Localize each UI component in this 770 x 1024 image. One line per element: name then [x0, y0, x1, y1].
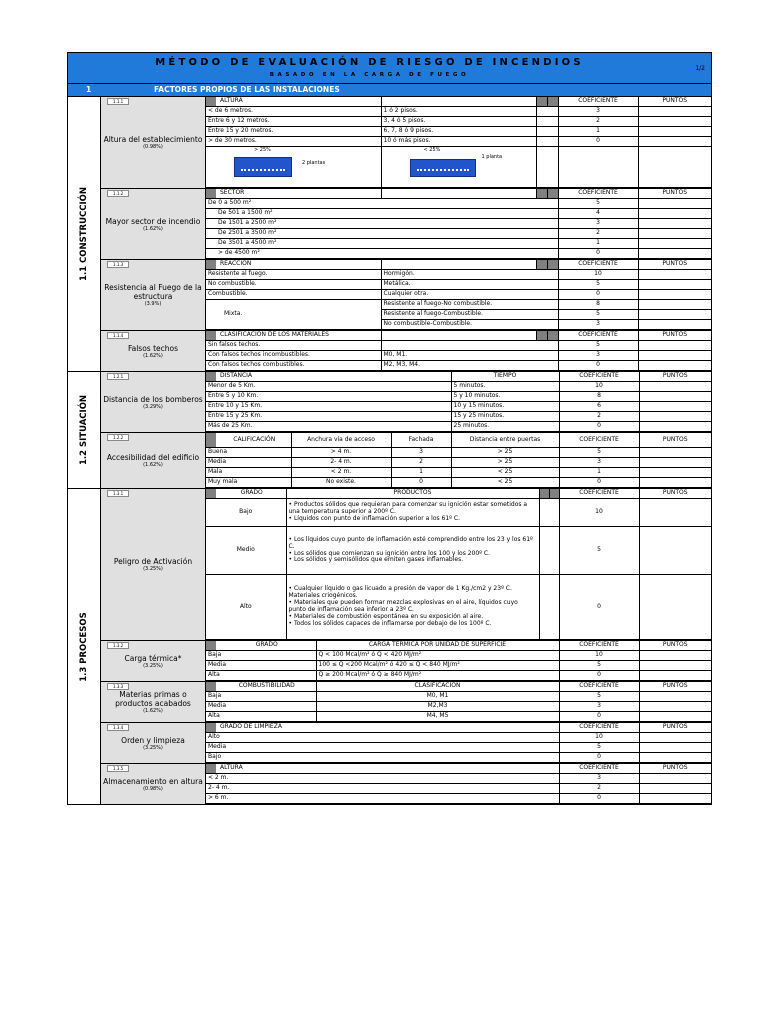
- coef-header: COEFICIENTE: [559, 764, 639, 774]
- option-label: De 501 a 1500 m²: [206, 209, 558, 219]
- option-detail: Cualquier otra.: [381, 290, 558, 300]
- section-number: 1: [86, 85, 92, 94]
- option-label: > 6 m.: [206, 794, 559, 804]
- coef-value: 5: [558, 310, 638, 320]
- option-label: Muy mala: [206, 478, 291, 488]
- points-cell[interactable]: [639, 774, 711, 784]
- category-construccion: [67, 97, 712, 372]
- points-cell[interactable]: [638, 249, 711, 259]
- factor-block-distancia: [101, 372, 711, 433]
- column-header: GRADO DE LIMPIEZA: [206, 723, 559, 733]
- points-cell[interactable]: [638, 300, 711, 310]
- factor-block-reaccion: [101, 260, 711, 331]
- points-cell[interactable]: [639, 499, 711, 527]
- option-label: De 0 a 500 m²: [206, 199, 558, 209]
- factor-block-orden: [101, 723, 711, 764]
- building-illustration-2: > 25% 2 plantas: [206, 147, 381, 188]
- option-detail: No existe.: [291, 478, 391, 488]
- factor-block-sector: [101, 189, 711, 260]
- option-label: Mala: [206, 468, 291, 478]
- factor-table: [206, 682, 711, 722]
- factor-name: Falsos techos: [127, 343, 179, 353]
- option-detail: Metálica.: [381, 280, 558, 290]
- factor-weight: (0.98%): [143, 144, 163, 150]
- points-header: PUNTOS: [638, 97, 711, 107]
- option-label: De 1501 a 2500 m²: [206, 219, 558, 229]
- coef-value: 0: [559, 422, 639, 432]
- column-header: DISTANCIA: [206, 372, 451, 382]
- coef-value: 0: [558, 137, 638, 147]
- option-detail: 6, 7, 8 ó 9 pisos.: [381, 127, 536, 137]
- option-detail: • Cualquier líquido o gas licuado a presión de vapor de 1 Kg./cm2 y 23º C. Materiales criogénicos. • Materiales que pueden formar mezclas explosivas en el aire, líquidos cuyo punto de inflamación sea inferior a 23º C. • Materiales de combustión espontánea en su exposición al aire. • Todos los sólidos capaces de inflamarse por debajo de los 100º C.: [286, 575, 539, 640]
- column-header: SECTOR: [206, 189, 381, 199]
- points-cell[interactable]: [639, 478, 711, 488]
- points-cell[interactable]: [638, 361, 711, 371]
- points-cell[interactable]: [638, 270, 711, 280]
- option-detail: M0, M1.: [381, 351, 558, 361]
- points-header: PUNTOS: [638, 189, 711, 199]
- factor-table: [206, 723, 711, 763]
- option-detail: < 2 m.: [291, 468, 391, 478]
- option-label: Resistente al fuego.: [206, 270, 381, 280]
- factor-table: [206, 372, 711, 432]
- points-cell[interactable]: [638, 280, 711, 290]
- option-detail: 1: [391, 468, 451, 478]
- factor-table: [206, 260, 711, 330]
- points-cell[interactable]: [638, 351, 711, 361]
- points-cell[interactable]: [638, 229, 711, 239]
- building-icon: [410, 159, 476, 177]
- column-header: PRODUCTOS: [286, 489, 539, 499]
- points-cell[interactable]: [639, 784, 711, 794]
- factor-name: Peligro de Activación: [113, 557, 193, 566]
- column-header: Distancia entre puertas: [451, 433, 559, 448]
- coef-header: COEFICIENTE: [559, 723, 639, 733]
- column-header: TIEMPO: [451, 372, 559, 382]
- evaluation-sheet: [67, 52, 712, 805]
- factor-table: [206, 489, 711, 640]
- document-title: MÉTODO DE EVALUACIÓN DE RIESGO DE INCENDIOS: [155, 57, 584, 68]
- option-detail: 5 y 10 minutos.: [451, 392, 559, 402]
- factor-table: [206, 641, 711, 681]
- option-label: Entre 10 y 15 Km.: [206, 402, 451, 412]
- coef-value: 3: [558, 320, 638, 330]
- points-cell[interactable]: [639, 448, 711, 458]
- column-header: GRADO: [206, 641, 316, 651]
- coef-value: 8: [558, 300, 638, 310]
- coef-value: 5: [559, 448, 639, 458]
- factor-code: 1.3.1: [107, 490, 129, 497]
- points-cell[interactable]: [639, 671, 711, 681]
- factor-block-materias: [101, 682, 711, 723]
- points-cell[interactable]: [639, 733, 711, 743]
- points-header: PUNTOS: [639, 764, 711, 774]
- coef-value: 1: [558, 239, 638, 249]
- factor-name: Mayor sector de incendio: [105, 216, 201, 226]
- points-cell[interactable]: [638, 290, 711, 300]
- points-cell[interactable]: [639, 743, 711, 753]
- coef-value: 0: [559, 753, 639, 763]
- factor-name: Distancia de los bomberos: [103, 394, 203, 404]
- coef-header: COEFICIENTE: [558, 97, 638, 107]
- points-cell[interactable]: [639, 712, 711, 722]
- coef-value: 5: [559, 661, 639, 671]
- factor-code: 1.1.2: [107, 190, 129, 197]
- factor-code: 1.2.1: [107, 373, 129, 380]
- coef-value: 3: [559, 702, 639, 712]
- coef-value: 10: [559, 382, 639, 392]
- coef-header: COEFICIENTE: [558, 189, 638, 199]
- document-header: [67, 52, 712, 84]
- factor-name: Almacenamiento en altura: [103, 776, 203, 786]
- option-detail: > 25: [451, 458, 559, 468]
- points-cell[interactable]: [638, 117, 711, 127]
- option-label: Media: [206, 702, 316, 712]
- factor-code: 1.3.2: [107, 642, 129, 649]
- option-detail: M2,M3: [316, 702, 559, 712]
- factor-table: [206, 331, 711, 371]
- coef-value: 2: [559, 784, 639, 794]
- building-icon: [234, 157, 292, 177]
- coef-header: COEFICIENTE: [559, 489, 639, 499]
- factor-block-falsos-techos: [101, 331, 711, 371]
- option-label: Bajo: [206, 753, 559, 763]
- option-detail: M2, M3, M4.: [381, 361, 558, 371]
- coef-value: 3: [559, 458, 639, 468]
- category-label: 1.2 SITUACIÓN: [68, 372, 101, 488]
- coef-header: COEFICIENTE: [559, 372, 639, 382]
- points-header: PUNTOS: [639, 433, 711, 448]
- factor-block-activacion: [101, 489, 711, 641]
- option-detail: 2: [391, 458, 451, 468]
- option-detail: Resistente al fuego-Combustible.: [381, 310, 558, 320]
- points-cell[interactable]: [638, 199, 711, 209]
- option-detail: > 4 m.: [291, 448, 391, 458]
- factor-weight: (0.98%): [143, 785, 163, 792]
- factor-weight: (1.62%): [143, 225, 163, 232]
- factor-code: 1.2.2: [107, 434, 129, 441]
- column-header: REACCIÓN: [206, 260, 381, 270]
- points-cell[interactable]: [638, 219, 711, 229]
- option-label: No combustible.: [206, 280, 381, 290]
- option-label: Buena: [206, 448, 291, 458]
- points-cell[interactable]: [639, 458, 711, 468]
- column-header: ALTURA: [206, 764, 559, 774]
- option-detail: 2- 4 m.: [291, 458, 391, 468]
- points-header: PUNTOS: [639, 372, 711, 382]
- factor-code: 1.3.4: [107, 724, 129, 731]
- coef-value: 5: [558, 341, 638, 351]
- factor-table: [206, 97, 711, 188]
- points-cell[interactable]: [639, 468, 711, 478]
- factor-name: Accesibilidad del edificio: [106, 453, 200, 462]
- option-label: < de 6 metros.: [206, 107, 381, 117]
- points-cell[interactable]: [638, 137, 711, 147]
- option-label: 2- 4 m.: [206, 784, 559, 794]
- points-cell[interactable]: [639, 753, 711, 763]
- option-detail: 3: [391, 448, 451, 458]
- factor-weight: (3.25%): [143, 662, 163, 669]
- document-subtitle: BASADO EN LA CARGA DE FUEGO: [269, 72, 470, 78]
- option-label: Con falsos techos combustibles.: [206, 361, 381, 371]
- coef-value: 0: [559, 478, 639, 488]
- option-label: Mixta.: [206, 300, 381, 330]
- option-detail: M4, M5: [316, 712, 559, 722]
- coef-value: 0: [559, 712, 639, 722]
- factor-block-carga-termica: [101, 641, 711, 682]
- section-header: [67, 84, 712, 97]
- column-header: COMBUSTIBILIDAD: [206, 682, 316, 692]
- option-detail: • Productos sólidos que requieran para comenzar su ignición estar sometidos a una temperatura superior a 200º C. • Líquidos con punto de inflamación superior a los 61º C.: [286, 499, 539, 527]
- factor-code: 1.3.3: [107, 683, 129, 690]
- coef-header: COEFICIENTE: [558, 331, 638, 341]
- option-label: Baja: [206, 692, 316, 702]
- category-label: 1.1 CONSTRUCCIÓN: [68, 97, 101, 371]
- points-cell[interactable]: [638, 127, 711, 137]
- coef-value: 2: [558, 229, 638, 239]
- coef-value: 5: [559, 743, 639, 753]
- coef-header: COEFICIENTE: [559, 682, 639, 692]
- option-detail: No combustible-Combustible.: [381, 320, 558, 330]
- option-label: Entre 15 y 20 metros.: [206, 127, 381, 137]
- column-header: ALTURA: [206, 97, 381, 107]
- points-header: PUNTOS: [639, 641, 711, 651]
- points-cell[interactable]: [638, 239, 711, 249]
- category-procesos: [67, 489, 712, 805]
- points-cell[interactable]: [639, 382, 711, 392]
- building-illustration-1: < 25% 1 planta: [381, 147, 536, 188]
- option-label: Entre 5 y 10 Km.: [206, 392, 451, 402]
- coef-value: 0: [559, 575, 639, 640]
- option-label: Alta: [206, 712, 316, 722]
- coef-value: 2: [558, 117, 638, 127]
- points-cell[interactable]: [639, 412, 711, 422]
- coef-value: 5: [558, 199, 638, 209]
- points-cell[interactable]: [639, 392, 711, 402]
- factor-weight: (1.62%): [143, 462, 163, 468]
- coef-value: 10: [559, 499, 639, 527]
- coef-value: 1: [558, 127, 638, 137]
- option-detail: Q ≥ 200 Mcal/m² ó Q ≥ 840 MJ/m²: [316, 671, 559, 681]
- coef-value: 0: [558, 249, 638, 259]
- factor-table: [206, 764, 711, 804]
- factor-code: 1.3.5: [107, 765, 129, 772]
- option-detail: 3, 4 ó 5 pisos.: [381, 117, 536, 127]
- factor-block-altura: [101, 97, 711, 189]
- coef-value: 1: [559, 468, 639, 478]
- column-header: CARGA TÉRMICA POR UNIDAD DE SUPERFICIE: [316, 641, 559, 651]
- points-cell[interactable]: [639, 651, 711, 661]
- option-label: Bajo: [206, 499, 286, 527]
- option-label: > de 4500 m²: [206, 249, 558, 259]
- coef-value: 4: [558, 209, 638, 219]
- coef-header: COEFICIENTE: [559, 641, 639, 651]
- column-header: Anchura vía de acceso: [291, 433, 391, 448]
- option-label: Más de 25 Km.: [206, 422, 451, 432]
- factor-weight: (3.25%): [143, 566, 163, 572]
- points-cell[interactable]: [639, 402, 711, 412]
- option-label: Combustible.: [206, 290, 381, 300]
- points-cell[interactable]: [639, 661, 711, 671]
- coef-value: 3: [558, 107, 638, 117]
- coef-value: 10: [559, 651, 639, 661]
- factor-code: 1.1.1: [107, 98, 129, 105]
- option-label: > de 30 metros.: [206, 137, 381, 147]
- factor-weight: (1.62%): [143, 708, 163, 714]
- points-header: PUNTOS: [639, 723, 711, 733]
- option-label: < 2 m.: [206, 774, 559, 784]
- points-header: PUNTOS: [639, 682, 711, 692]
- coef-value: 0: [559, 671, 639, 681]
- factor-name: Orden y limpieza: [121, 735, 185, 745]
- option-label: Alto: [206, 733, 559, 743]
- option-detail: 10 ó más pisos.: [381, 137, 536, 147]
- factor-name: Carga térmica*: [124, 653, 182, 663]
- option-label: Media: [206, 743, 559, 753]
- factor-table: [206, 433, 711, 488]
- option-detail: 0: [391, 478, 451, 488]
- page-number: 1/2: [695, 65, 705, 72]
- coef-value: 6: [559, 402, 639, 412]
- option-label: Media: [206, 458, 291, 468]
- coef-header: COEFICIENTE: [558, 260, 638, 270]
- option-detail: • Los líquidos cuyo punto de inflamación esté comprendido entre los 23 y los 61º C. • Los sólidos que comienzan su ignición entre los 100 y los 200º C. • Los sólidos y semisólidos que emiten gases inflamables.: [286, 527, 539, 575]
- coef-value: 0: [559, 794, 639, 804]
- option-detail: [381, 341, 558, 351]
- category-situacion: [67, 372, 712, 489]
- option-label: Medio: [206, 527, 286, 575]
- factor-weight: (1.62%): [143, 352, 163, 359]
- section-title: FACTORES PROPIOS DE LAS INSTALACIONES: [154, 85, 340, 94]
- factor-block-almacenamiento: [101, 764, 711, 804]
- option-detail: 25 minutos.: [451, 422, 559, 432]
- factor-weight: (3.9%): [144, 301, 162, 307]
- option-detail: Hormigón.: [381, 270, 558, 280]
- option-detail: 1 ó 2 pisos.: [381, 107, 536, 117]
- points-cell[interactable]: [639, 794, 711, 804]
- factor-weight: (3.25%): [143, 744, 163, 751]
- factor-code: 1.1.4: [107, 332, 129, 339]
- option-detail: Resistente al fuego-No combustible.: [381, 300, 558, 310]
- option-label: De 3501 a 4500 m²: [206, 239, 558, 249]
- factor-block-accesibilidad: [101, 433, 711, 488]
- option-label: Entre 15 y 25 Km.: [206, 412, 451, 422]
- coef-value: 3: [558, 219, 638, 229]
- option-label: Entre 6 y 12 metros.: [206, 117, 381, 127]
- column-header: Fachada: [391, 433, 451, 448]
- option-detail: > 25: [451, 448, 559, 458]
- factor-weight: (3.29%): [143, 403, 163, 410]
- option-label: Baja: [206, 651, 316, 661]
- option-detail: < 25: [451, 478, 559, 488]
- coef-value: 0: [558, 361, 638, 371]
- coef-value: 10: [559, 733, 639, 743]
- column-header: CLASIFICACIÓN: [316, 682, 559, 692]
- column-header: CLASIFICACIÓN DE LOS MATERIALES: [206, 331, 381, 341]
- column-header: CALIFICACIÓN: [206, 433, 291, 448]
- points-cell[interactable]: [639, 422, 711, 432]
- points-header: PUNTOS: [638, 260, 711, 270]
- coef-value: 5: [559, 692, 639, 702]
- coef-value: 3: [559, 774, 639, 784]
- points-cell[interactable]: [639, 692, 711, 702]
- option-detail: M0, M1: [316, 692, 559, 702]
- points-header: PUNTOS: [638, 331, 711, 341]
- points-cell[interactable]: [639, 575, 711, 640]
- factor-table: [206, 189, 711, 259]
- option-label: Con falsos techos incombustibles.: [206, 351, 381, 361]
- factor-name: Materias primas o productos acabados: [115, 690, 191, 708]
- option-detail: 15 y 25 minutos.: [451, 412, 559, 422]
- option-detail: Q < 100 Mcal/m² ó Q < 420 MJ/m²: [316, 651, 559, 661]
- option-label: Alta: [206, 671, 316, 681]
- coef-value: 0: [558, 290, 638, 300]
- points-cell[interactable]: [638, 320, 711, 330]
- option-label: Sin falsos techos.: [206, 341, 381, 351]
- option-label: Media: [206, 661, 316, 671]
- option-detail: < 25: [451, 468, 559, 478]
- option-label: Alto: [206, 575, 286, 640]
- column-header: GRADO: [206, 489, 286, 499]
- coef-value: 10: [558, 270, 638, 280]
- points-cell[interactable]: [638, 341, 711, 351]
- option-detail: 100 ≤ Q <200 Mcal/m² ó 420 ≤ Q < 840 MJ/m²: [316, 661, 559, 671]
- points-cell[interactable]: [638, 107, 711, 117]
- factor-name: Resistencia al Fuego de la estructura: [104, 283, 202, 301]
- option-detail: 5 minutos.: [451, 382, 559, 392]
- option-label: Menor de 5 Km.: [206, 382, 451, 392]
- option-detail: 10 y 15 minutos.: [451, 402, 559, 412]
- points-cell[interactable]: [639, 702, 711, 712]
- coef-header: COEFICIENTE: [559, 433, 639, 448]
- coef-value: 3: [558, 351, 638, 361]
- factor-code: 1.1.3: [107, 261, 129, 268]
- coef-value: 8: [559, 392, 639, 402]
- factor-name: Altura del establecimiento: [103, 135, 203, 144]
- points-cell[interactable]: [638, 310, 711, 320]
- category-label: 1.3 PROCESOS: [68, 489, 101, 804]
- points-cell[interactable]: [639, 527, 711, 575]
- coef-value: 5: [558, 280, 638, 290]
- option-label: De 2501 a 3500 m²: [206, 229, 558, 239]
- points-header: PUNTOS: [639, 489, 711, 499]
- coef-value: 2: [559, 412, 639, 422]
- coef-value: 5: [559, 527, 639, 575]
- points-cell[interactable]: [638, 209, 711, 219]
